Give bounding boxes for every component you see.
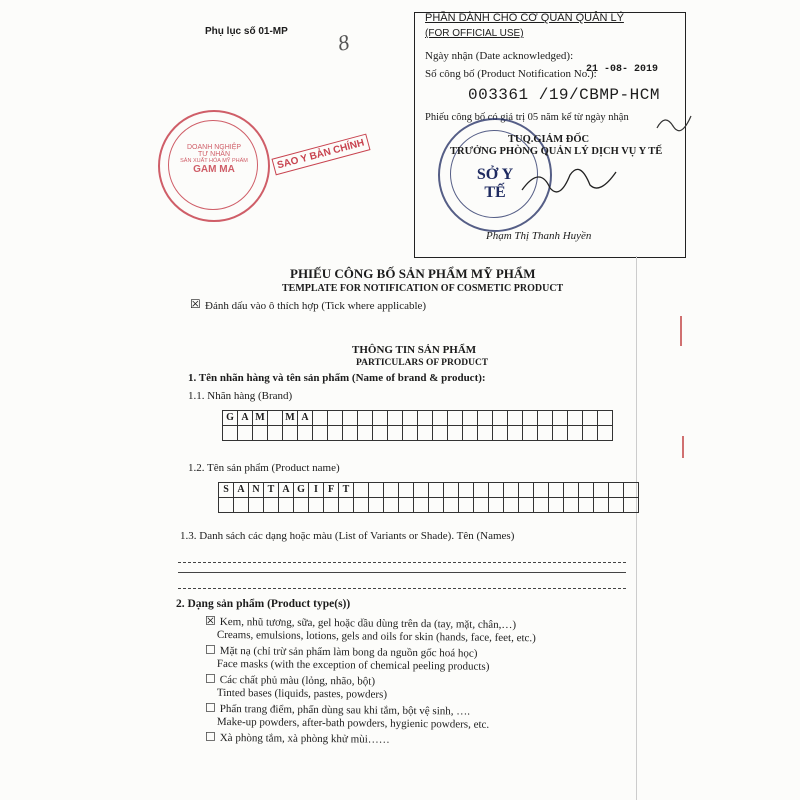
grid-cell (568, 411, 583, 426)
grid-cell (294, 498, 309, 513)
grid-cell (354, 483, 369, 498)
product-type-en: Tinted bases (liquids, pastes, powders) (216, 686, 388, 701)
grid-cell (313, 426, 328, 441)
notification-number-value: 003361 /19/CBMP-HCM (468, 86, 660, 104)
grid-cell (489, 498, 504, 513)
grid-cell (429, 483, 444, 498)
grid-cell (384, 483, 399, 498)
product-type-item (205, 643, 625, 675)
product-type-item (205, 672, 625, 704)
grid-cell (594, 498, 609, 513)
grid-cell (583, 426, 598, 441)
grid-cell (369, 498, 384, 513)
grid-cell (253, 426, 268, 441)
grid-cell (354, 498, 369, 513)
product-type-list (204, 613, 625, 748)
grid-cell (609, 483, 624, 498)
grid-cell (474, 498, 489, 513)
product-type-checkbox[interactable]: ☐ (205, 700, 216, 715)
blank-line (178, 588, 626, 589)
grid-cell (508, 411, 523, 426)
grid-cell (579, 483, 594, 498)
grid-cell (519, 483, 534, 498)
grid-cell (384, 498, 399, 513)
edge-mark (682, 436, 690, 458)
grid-cell (549, 483, 564, 498)
official-title-vi: PHẦN DÀNH CHO CƠ QUAN QUẢN LÝ (425, 12, 624, 24)
grid-cell (538, 426, 553, 441)
grid-cell (519, 498, 534, 513)
page-edge (636, 256, 637, 800)
grid-cell (493, 411, 508, 426)
grid-cell (369, 483, 384, 498)
product-grid (218, 482, 639, 513)
grid-cell: A (298, 411, 313, 426)
grid-cell (598, 426, 613, 441)
grid-cell (444, 498, 459, 513)
grid-cell: A (234, 483, 249, 498)
grid-cell: F (324, 483, 339, 498)
signature-scribble (655, 108, 695, 143)
signer-title-1: TUQ.GIÁM ĐỐC (508, 134, 590, 145)
form-title-en: TEMPLATE FOR NOTIFICATION OF COSMETIC PRODUCT (282, 283, 564, 294)
grid-cell (504, 483, 519, 498)
edge-mark (680, 316, 688, 346)
product-type-item (205, 730, 625, 749)
grid-cell (234, 498, 249, 513)
product-type-vi: Các chất phủ màu (lỏng, nhão, bột) (219, 673, 376, 688)
product-type-vi: Xà phòng tắm, xà phòng khử mùi…… (219, 731, 390, 746)
grid-cell (609, 498, 624, 513)
grid-cell: T (264, 483, 279, 498)
grid-cell (324, 498, 339, 513)
product-type-checkbox[interactable]: ☐ (204, 729, 216, 744)
grid-cell (399, 498, 414, 513)
grid-cell (433, 411, 448, 426)
grid-cell (328, 426, 343, 441)
validity-note: Phiếu công bố có giá trị 05 năm kể từ ngày nhận (425, 112, 629, 123)
grid-cell (358, 426, 373, 441)
product-type-item (205, 614, 625, 646)
grid-cell (564, 483, 579, 498)
grid-cell (339, 498, 354, 513)
grid-cell (579, 498, 594, 513)
grid-cell (283, 426, 298, 441)
grid-cell (534, 498, 549, 513)
brand-label: 1.1. Nhãn hàng (Brand) (188, 390, 293, 402)
signer-name: Phạm Thị Thanh Huyền (486, 230, 592, 242)
grid-cell (223, 426, 238, 441)
product-type-checkbox[interactable]: ☒ (205, 613, 216, 628)
appendix-label: Phụ lục số 01-MP (205, 26, 288, 37)
grid-cell (448, 411, 463, 426)
grid-cell (538, 411, 553, 426)
handwritten-number: 8 (335, 29, 352, 56)
grid-cell (403, 426, 418, 441)
grid-cell (414, 498, 429, 513)
grid-cell (448, 426, 463, 441)
grid-cell: N (249, 483, 264, 498)
form-title-vi: PHIẾU CÔNG BỐ SẢN PHẨM MỸ PHẨM (290, 266, 536, 281)
grid-cell (268, 426, 283, 441)
grid-cell (583, 411, 598, 426)
product-name-label: 1.2. Tên sản phẩm (Product name) (188, 462, 340, 474)
grid-cell (534, 483, 549, 498)
grid-cell (429, 498, 444, 513)
grid-cell (343, 411, 358, 426)
grid-cell (549, 498, 564, 513)
grid-cell (523, 426, 538, 441)
grid-cell (309, 498, 324, 513)
blank-line (178, 572, 626, 573)
section2-heading: 2. Dạng sản phẩm (Product type(s)) (176, 598, 351, 610)
official-title-en: (FOR OFFICIAL USE) (425, 28, 524, 39)
grid-cell (388, 411, 403, 426)
date-acknowledged-value: 21 -08- 2019 (586, 64, 659, 75)
certified-copy-stamp: SAO Y BẢN CHÍNH (271, 134, 370, 176)
grid-cell (594, 483, 609, 498)
product-type-en: Creams, emulsions, lotions, gels and oils for skin (hands, face, feet, etc.) (216, 628, 536, 645)
variants-label: 1.3. Danh sách các dạng hoặc màu (List of Variants or Shade). Tên (Names) (180, 530, 515, 542)
blank-line (178, 562, 626, 563)
grid-cell: T (339, 483, 354, 498)
product-type-vi: Phấn trang điểm, phấn dùng sau khi tắm, bột vệ sinh, …. (219, 702, 471, 718)
grid-cell (279, 498, 294, 513)
grid-cell (624, 498, 639, 513)
seal-text: SỞ Y TẾ (476, 166, 514, 201)
product-type-vi: Mặt nạ (chỉ trừ sản phẩm làm bong da nguồn gốc hoá học) (219, 644, 478, 660)
tick-note: Đánh dấu vào ô thích hợp (Tick where applicable) (205, 300, 427, 312)
section-title-vi: THÔNG TIN SẢN PHẨM (352, 344, 477, 356)
grid-cell (219, 498, 234, 513)
grid-cell (418, 426, 433, 441)
section-title-en: PARTICULARS OF PRODUCT (356, 358, 489, 368)
company-seal-line3: SẢN XUẤT HÓA MỸ PHẨM (180, 158, 248, 164)
grid-cell (459, 498, 474, 513)
grid-cell (328, 411, 343, 426)
grid-cell (564, 498, 579, 513)
grid-cell (298, 426, 313, 441)
grid-cell (624, 483, 639, 498)
grid-cell (463, 426, 478, 441)
grid-cell (478, 411, 493, 426)
grid-cell (598, 411, 613, 426)
grid-cell (418, 411, 433, 426)
grid-cell (508, 426, 523, 441)
grid-cell (444, 483, 459, 498)
grid-cell (414, 483, 429, 498)
brand-grid (222, 410, 613, 441)
grid-cell (403, 411, 418, 426)
grid-cell: I (309, 483, 324, 498)
product-type-vi: Kem, nhũ tương, sữa, gel hoặc dầu dùng trên da (tay, mặt, chân,…) (219, 615, 517, 632)
grid-cell (463, 411, 478, 426)
product-type-checkbox[interactable]: ☐ (205, 671, 216, 686)
grid-cell (264, 498, 279, 513)
grid-cell (373, 411, 388, 426)
grid-cell (459, 483, 474, 498)
grid-cell (478, 426, 493, 441)
grid-cell: A (279, 483, 294, 498)
product-type-en: Face masks (with the exception of chemical peeling products) (216, 657, 490, 673)
signature-mark (520, 160, 620, 205)
grid-cell (568, 426, 583, 441)
company-seal-line4: GAM MA (193, 164, 235, 175)
grid-cell (388, 426, 403, 441)
company-seal (158, 110, 270, 222)
grid-cell: G (223, 411, 238, 426)
grid-cell (553, 411, 568, 426)
grid-cell (313, 411, 328, 426)
grid-cell (504, 498, 519, 513)
grid-cell: M (283, 411, 298, 426)
product-type-item (205, 701, 625, 733)
notification-number-label: Số công bố (Product Notification No.): (425, 68, 597, 80)
grid-cell (493, 426, 508, 441)
signer-title-2: TRƯỞNG PHÒNG QUẢN LÝ DỊCH VỤ Y TẾ (450, 146, 663, 157)
grid-cell: S (219, 483, 234, 498)
grid-cell (358, 411, 373, 426)
grid-cell: G (294, 483, 309, 498)
grid-cell (399, 483, 414, 498)
section1-heading: 1. Tên nhãn hàng và tên sản phẩm (Name of brand & product): (188, 372, 486, 384)
company-seal-line1: DOANH NGHIỆP (186, 144, 242, 151)
product-type-checkbox[interactable]: ☐ (205, 642, 216, 657)
tick-checkbox: ☒ (190, 297, 201, 311)
date-acknowledged-label: Ngày nhận (Date acknowledged): (425, 50, 574, 62)
grid-cell: M (253, 411, 268, 426)
grid-cell (268, 411, 283, 426)
grid-cell (523, 411, 538, 426)
grid-cell (238, 426, 253, 441)
company-seal-line2: TƯ NHÂN (197, 151, 231, 158)
grid-cell (373, 426, 388, 441)
grid-cell (343, 426, 358, 441)
grid-cell (553, 426, 568, 441)
grid-cell: A (238, 411, 253, 426)
grid-cell (249, 498, 264, 513)
grid-cell (433, 426, 448, 441)
product-type-en: Make-up powders, after-bath powders, hygienic powders, etc. (216, 715, 490, 731)
grid-cell (489, 483, 504, 498)
grid-cell (474, 483, 489, 498)
